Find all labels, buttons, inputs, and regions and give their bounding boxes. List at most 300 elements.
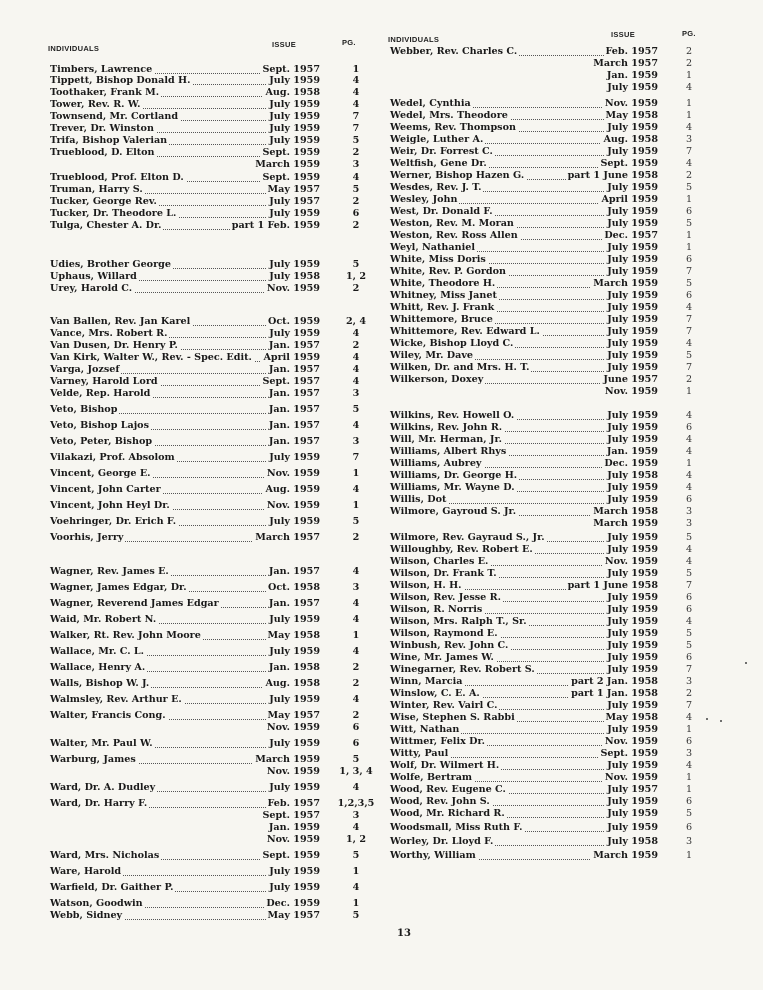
entry-page: 3 [685,748,693,759]
entry-issue: Jan. 1957 [268,566,320,577]
entry-issue: Oct. 1959 [267,316,320,327]
entry-issue: July 1959 [607,290,658,301]
scan-speck [706,718,708,720]
entry-name: Wilmore, Rev. Gayraud S., Jr. [390,532,545,543]
entry-issue: Nov. 1959 [604,772,658,783]
entry-name: Weigle, Luther A. [390,134,484,145]
index-entry [50,822,390,834]
entry-page: 3 [685,134,693,145]
entry-name: Webb, Sidney [50,910,123,921]
entry-issue: Sept. 1959 [262,147,320,158]
entry-page: 4 [352,598,360,609]
entry-page: 4 [352,694,360,705]
entry-issue: July 1959 [607,302,658,313]
entry-page: 1 [685,458,693,469]
entry-page: 7 [685,266,693,277]
index-entry [390,506,710,518]
entry-name: Velde, Rep. Harold [50,388,151,399]
entry-issue: Sept. 1959 [600,748,658,759]
entry-page: 6 [685,422,693,433]
entry-page: 3 [685,836,693,847]
entry-name: White, Miss Doris [390,254,486,265]
entry-issue: July 1959 [269,99,320,110]
entry-issue: March 1959 [255,754,320,765]
entry-page: 6 [685,796,693,807]
entry-page: 1 [685,386,693,397]
entry-issue: July 1959 [607,350,658,361]
entry-name: Walls, Bishop W. J. [50,678,150,689]
entry-issue: April 1959 [601,194,658,205]
entry-issue: Nov. 1959 [266,834,320,845]
entry-page: 7 [352,452,360,463]
entry-issue: Aug. 1958 [603,134,658,145]
entry-page: 4 [352,364,360,375]
entry-issue: Nov. 1959 [266,500,320,511]
entry-page: 4 [685,556,693,567]
index-entry [50,388,390,400]
entry-issue: July 1959 [607,338,658,349]
entry-page: 3 [685,518,693,529]
entry-page: 7 [685,314,693,325]
entry-page: 4 [685,302,693,313]
right-issue-header: ISSUE [611,30,636,39]
entry-issue: Jan. 1959 [268,822,320,833]
entry-name: Varga, Jozsef [50,364,120,375]
entry-issue: July 1959 [607,410,658,421]
index-entry [50,766,390,778]
index-entry [50,910,390,922]
entry-issue: July 1959 [269,111,320,122]
entry-name: Tulga, Chester A. Dr. [50,220,162,231]
entry-page: 3 [685,506,693,517]
entry-page: 6 [352,738,360,749]
index-entry [50,352,390,364]
entry-name: Wittmer, Felix Dr. [390,736,485,747]
entry-name: Ward, Dr. Harry F. [50,798,148,809]
entry-issue: July 1957 [607,784,658,795]
entry-name: Van Dusen, Dr. Henry P. [50,340,178,351]
entry-name: Williams, Dr. George H. [390,470,518,481]
entry-issue: Jan. 1959 [606,70,658,81]
entry-name: Wilkerson, Doxey [390,374,484,385]
entry-issue: Aug. 1958 [265,678,320,689]
entry-issue: Sept. 1957 [262,64,320,75]
entry-name: Walker, Rt. Rev. John Moore [50,630,201,641]
entry-issue: July 1959 [607,122,658,133]
entry-page: 1 [685,850,693,861]
entry-page: 1 [685,98,693,109]
entry-page: 2 [685,688,693,699]
entry-name: Wilson, Rev. Jesse R. [390,592,501,603]
entry-issue: June 1957 [603,374,658,385]
index-entry [390,386,710,398]
index-entry [390,82,710,94]
entry-issue: July 1959 [607,604,658,615]
entry-issue: July 1959 [607,482,658,493]
entry-name: Wood, Rev. Eugene C. [390,784,506,795]
entry-issue: Dec. 1959 [266,898,320,909]
entry-name: Witty, Paul [390,748,449,759]
entry-issue: July 1959 [607,724,658,735]
entry-name: Worley, Dr. Lloyd F. [390,836,494,847]
entry-issue: Feb. 1957 [605,46,658,57]
index-entry [50,283,390,295]
entry-page: 7 [685,326,693,337]
entry-issue: part 2 Jan. 1958 [571,676,658,687]
entry-issue: July 1959 [269,123,320,134]
entry-issue: Nov. 1959 [604,736,658,747]
entry-issue: Nov. 1959 [604,386,658,397]
entry-issue: Sept. 1959 [262,850,320,861]
entry-name: Veto, Peter, Bishop [50,436,153,447]
entry-issue: March 1959 [593,518,658,529]
entry-issue: Jan. 1957 [268,404,320,415]
entry-name: Truman, Harry S. [50,184,143,195]
entry-issue: Nov. 1959 [604,98,658,109]
entry-issue: April 1959 [263,352,320,363]
entry-page: 5 [685,278,693,289]
entry-name: Warburg, James [50,754,136,765]
entry-page: 4 [685,122,693,133]
entry-page: 4 [352,87,360,98]
entry-name: Weir, Dr. Forrest C. [390,146,493,157]
entry-name: Wesley, John [390,194,458,205]
entry-issue: July 1959 [269,738,320,749]
entry-name: Vance, Mrs. Robert R. [50,328,168,339]
entry-issue: July 1959 [607,796,658,807]
entry-issue: Feb. 1957 [267,798,320,809]
entry-name: Winslow, C. E. A. [390,688,480,699]
entry-issue: Nov. 1959 [266,283,320,294]
entry-issue: July 1959 [607,266,658,277]
entry-issue: May 1958 [605,712,658,723]
entry-issue: Sept. 1957 [262,376,320,387]
entry-page: 4 [352,566,360,577]
index-entry [50,532,390,544]
entry-page: 5 [352,910,360,921]
entry-page: 4 [685,712,693,723]
entry-name: Van Kirk, Walter W., Rev. - Spec. Edit. [50,352,252,363]
index-entry [50,420,390,432]
entry-page: 6 [685,290,693,301]
entry-page: 5 [685,532,693,543]
entry-page: 3 [352,436,360,447]
entry-page: 7 [352,123,360,134]
entry-name: Williams, Aubrey [390,458,482,469]
entry-page: 7 [352,111,360,122]
entry-page: 1, 3, 4 [339,766,373,777]
entry-page: 7 [685,700,693,711]
entry-name: Wedel, Cynthia [390,98,471,109]
entry-page: 5 [685,350,693,361]
entry-name: Wagner, Rev. James E. [50,566,169,577]
entry-page: 6 [685,652,693,663]
entry-page: 4 [352,484,360,495]
index-entry [50,468,390,480]
entry-name: Uphaus, Willard [50,271,137,282]
entry-name: Wilson, H. H. [390,580,462,591]
entry-issue: May 1957 [267,910,320,921]
entry-name: Wilson, Dr. Frank T. [390,568,497,579]
entry-page: 2 [352,196,360,207]
entry-page: 2 [352,283,360,294]
scan-speck [745,662,747,664]
entry-issue: May 1957 [267,184,320,195]
entry-page: 5 [685,808,693,819]
entry-issue: July 1959 [607,822,658,833]
entry-name: Timbers, Lawrence [50,64,153,75]
entry-issue: July 1959 [607,82,658,93]
entry-issue: July 1959 [607,362,658,373]
entry-page: 4 [685,760,693,771]
entry-page: 1 [352,866,360,877]
entry-name: Weltfish, Gene Dr. [390,158,487,169]
entry-issue: July 1959 [607,760,658,771]
entry-issue: Dec. 1957 [604,230,658,241]
entry-issue: July 1959 [607,700,658,711]
entry-name: Wilkins, Rev. John R. [390,422,503,433]
entry-name: Urey, Harold C. [50,283,133,294]
entry-page: 2 [352,662,360,673]
entry-name: Wilson, Mrs. Ralph T., Sr. [390,616,527,627]
entry-issue: March 1958 [593,506,658,517]
entry-issue: July 1959 [607,494,658,505]
entry-name: Voorhis, Jerry [50,532,124,543]
entry-issue: part 1 Feb. 1959 [231,220,320,231]
entry-issue: Jan. 1957 [268,420,320,431]
entry-page: 5 [352,516,360,527]
entry-name: Ware, Harold [50,866,122,877]
entry-name: Williams, Albert Rhys [390,446,507,457]
entry-name: West, Dr. Donald F. [390,206,493,217]
entry-issue: July 1959 [607,326,658,337]
entry-name: Wilson, Raymond E. [390,628,498,639]
index-entry [50,678,390,690]
entry-page: 6 [685,822,693,833]
entry-issue: July 1959 [269,452,320,463]
index-entry [50,754,390,766]
entry-issue: Dec. 1959 [604,458,658,469]
index-entry [50,598,390,610]
entry-name: Weston, Rev. Ross Allen [390,230,518,241]
entry-issue: July 1959 [269,328,320,339]
entry-name: Wicke, Bishop Lloyd C. [390,338,514,349]
entry-page: 5 [685,568,693,579]
index-entry [390,70,710,82]
entry-page: 4 [352,822,360,833]
entry-issue: Jan. 1957 [268,364,320,375]
entry-name: Tippett, Bishop Donald H. [50,75,191,86]
entry-name: Werner, Bishop Hazen G. [390,170,525,181]
entry-page: 4 [685,482,693,493]
index-entry [50,798,390,810]
index-entry [50,738,390,750]
entry-page: 1 [685,242,693,253]
entry-issue: July 1959 [607,422,658,433]
entry-page: 6 [685,494,693,505]
entry-name: Tucker, George Rev. [50,196,157,207]
entry-page: 5 [352,259,360,270]
entry-issue: July 1959 [607,568,658,579]
entry-issue: July 1959 [607,628,658,639]
entry-page: 4 [685,338,693,349]
entry-name: Walter, Francis Cong. [50,710,166,721]
entry-name: Winter, Rev. Vairl C. [390,700,498,711]
scan-speck [720,720,722,722]
entry-name: Willis, Dot [390,494,447,505]
entry-name: Trifa, Bishop Valerian [50,135,168,146]
entry-issue: July 1957 [269,196,320,207]
entry-name: Vincent, George E. [50,468,151,479]
entry-page: 5 [352,754,360,765]
entry-name: Wagner, James Edgar, Dr. [50,582,187,593]
entry-page: 6 [352,208,360,219]
entry-name: White, Theodore H. [390,278,496,289]
entry-page: 1 [685,194,693,205]
entry-page: 1 [685,784,693,795]
entry-name: Voehringer, Dr. Erich F. [50,516,177,527]
entry-page: 1 [352,468,360,479]
entry-page: 1 [352,630,360,641]
entry-issue: July 1959 [269,694,320,705]
index-entry [50,582,390,594]
entry-issue: Sept. 1959 [600,158,658,169]
entry-page: 4 [685,470,693,481]
index-entry [50,436,390,448]
entry-name: Watson, Goodwin [50,898,143,909]
entry-page: 1 [685,110,693,121]
entry-page: 7 [685,664,693,675]
entry-name: Waid, Mr. Robert N. [50,614,157,625]
entry-name: Wilken, Dr. and Mrs. H. T. [390,362,530,373]
entry-page: 4 [352,782,360,793]
entry-name: Vilakazi, Prof. Absolom [50,452,175,463]
entry-name: Trueblood, D. Elton [50,147,155,158]
entry-issue: July 1959 [269,135,320,146]
entry-page: 5 [685,640,693,651]
entry-issue: part 1 Jan. 1958 [571,688,658,699]
entry-page: 4 [352,328,360,339]
index-entry [50,882,390,894]
entry-name: Wood, Rev. John S. [390,796,490,807]
entry-page: 5 [685,182,693,193]
entry-issue: Sept. 1957 [262,810,320,821]
index-entry [50,782,390,794]
entry-name: Webber, Rev. Charles C. [390,46,518,57]
entry-issue: July 1959 [269,208,320,219]
entry-name: Whittemore, Rev. Edward L. [390,326,540,337]
entry-name: Trever, Dr. Winston [50,123,154,134]
index-entry [50,850,390,862]
index-entry [50,694,390,706]
entry-page: 3 [352,582,360,593]
entry-page: 1 [352,898,360,909]
entry-name: Van Ballen, Rev. Jan Karel [50,316,191,327]
entry-name: Weems, Rev. Thompson [390,122,516,133]
entry-issue: July 1959 [607,664,658,675]
entry-page: 6 [685,604,693,615]
entry-issue: July 1959 [607,652,658,663]
entry-page: 4 [352,99,360,110]
entry-name: Wilson, Charles E. [390,556,489,567]
entry-issue: July 1959 [269,259,320,270]
entry-page: 1, 2 [345,271,367,282]
entry-issue: Aug. 1959 [265,484,320,495]
entry-issue: Jan. 1957 [268,598,320,609]
entry-issue: July 1959 [607,254,658,265]
entry-name: Toothaker, Frank M. [50,87,160,98]
entry-page: 4 [685,446,693,457]
entry-page: 2 [685,170,693,181]
entry-issue: July 1959 [269,866,320,877]
left-individuals-header: INDIVIDUALS [48,44,100,53]
entry-name: Wise, Stephen S. Rabbi [390,712,515,723]
entry-name: Tower, Rev. R. W. [50,99,141,110]
index-entry [50,630,390,642]
entry-issue: March 1959 [593,278,658,289]
entry-issue: July 1959 [607,206,658,217]
entry-page: 6 [685,254,693,265]
entry-page: 4 [352,614,360,625]
entry-page: 1 [352,64,360,75]
entry-page: 5 [352,184,360,195]
right-pg-header: PG. [682,29,696,38]
index-entry [50,220,390,232]
entry-issue: July 1958 [607,836,658,847]
entry-issue: March 1957 [255,532,320,543]
entry-issue: July 1959 [269,516,320,527]
entry-name: Wallace, Henry A. [50,662,146,673]
entry-name: Veto, Bishop Lajos [50,420,149,431]
index-entry [50,722,390,734]
index-entry [50,516,390,528]
entry-issue: March 1957 [593,58,658,69]
entry-page: 1 [685,230,693,241]
entry-page: 3 [685,676,693,687]
index-entry [50,810,390,822]
index-entry [390,374,710,386]
entry-page: 4 [685,158,693,169]
entry-page: 6 [352,722,360,733]
entry-page: 4 [352,646,360,657]
entry-name: Wiley, Mr. Dave [390,350,474,361]
entry-page: 6 [685,592,693,603]
page-number: 13 [397,928,411,939]
index-entry [50,646,390,658]
entry-name: Worthy, William [390,850,476,861]
entry-page: 1 [685,70,693,81]
index-entry [50,834,390,846]
entry-issue: July 1959 [607,808,658,819]
index-entry [50,147,390,159]
entry-issue: July 1959 [269,75,320,86]
entry-issue: July 1959 [607,544,658,555]
entry-name: Wilkins, Rev. Howell O. [390,410,515,421]
index-entry [50,500,390,512]
entry-page: 2 [352,147,360,158]
entry-name: Wilson, R. Norris [390,604,483,615]
entry-page: 1 [352,500,360,511]
entry-name: Woodsmall, Miss Ruth F. [390,822,523,833]
entry-issue: July 1959 [607,592,658,603]
entry-issue: July 1959 [607,242,658,253]
entry-page: 4 [352,172,360,183]
entry-page: 3 [352,159,360,170]
entry-page: 4 [352,420,360,431]
entry-page: 5 [352,850,360,861]
entry-name: Wine, Mr. James W. [390,652,494,663]
entry-issue: May 1958 [267,630,320,641]
